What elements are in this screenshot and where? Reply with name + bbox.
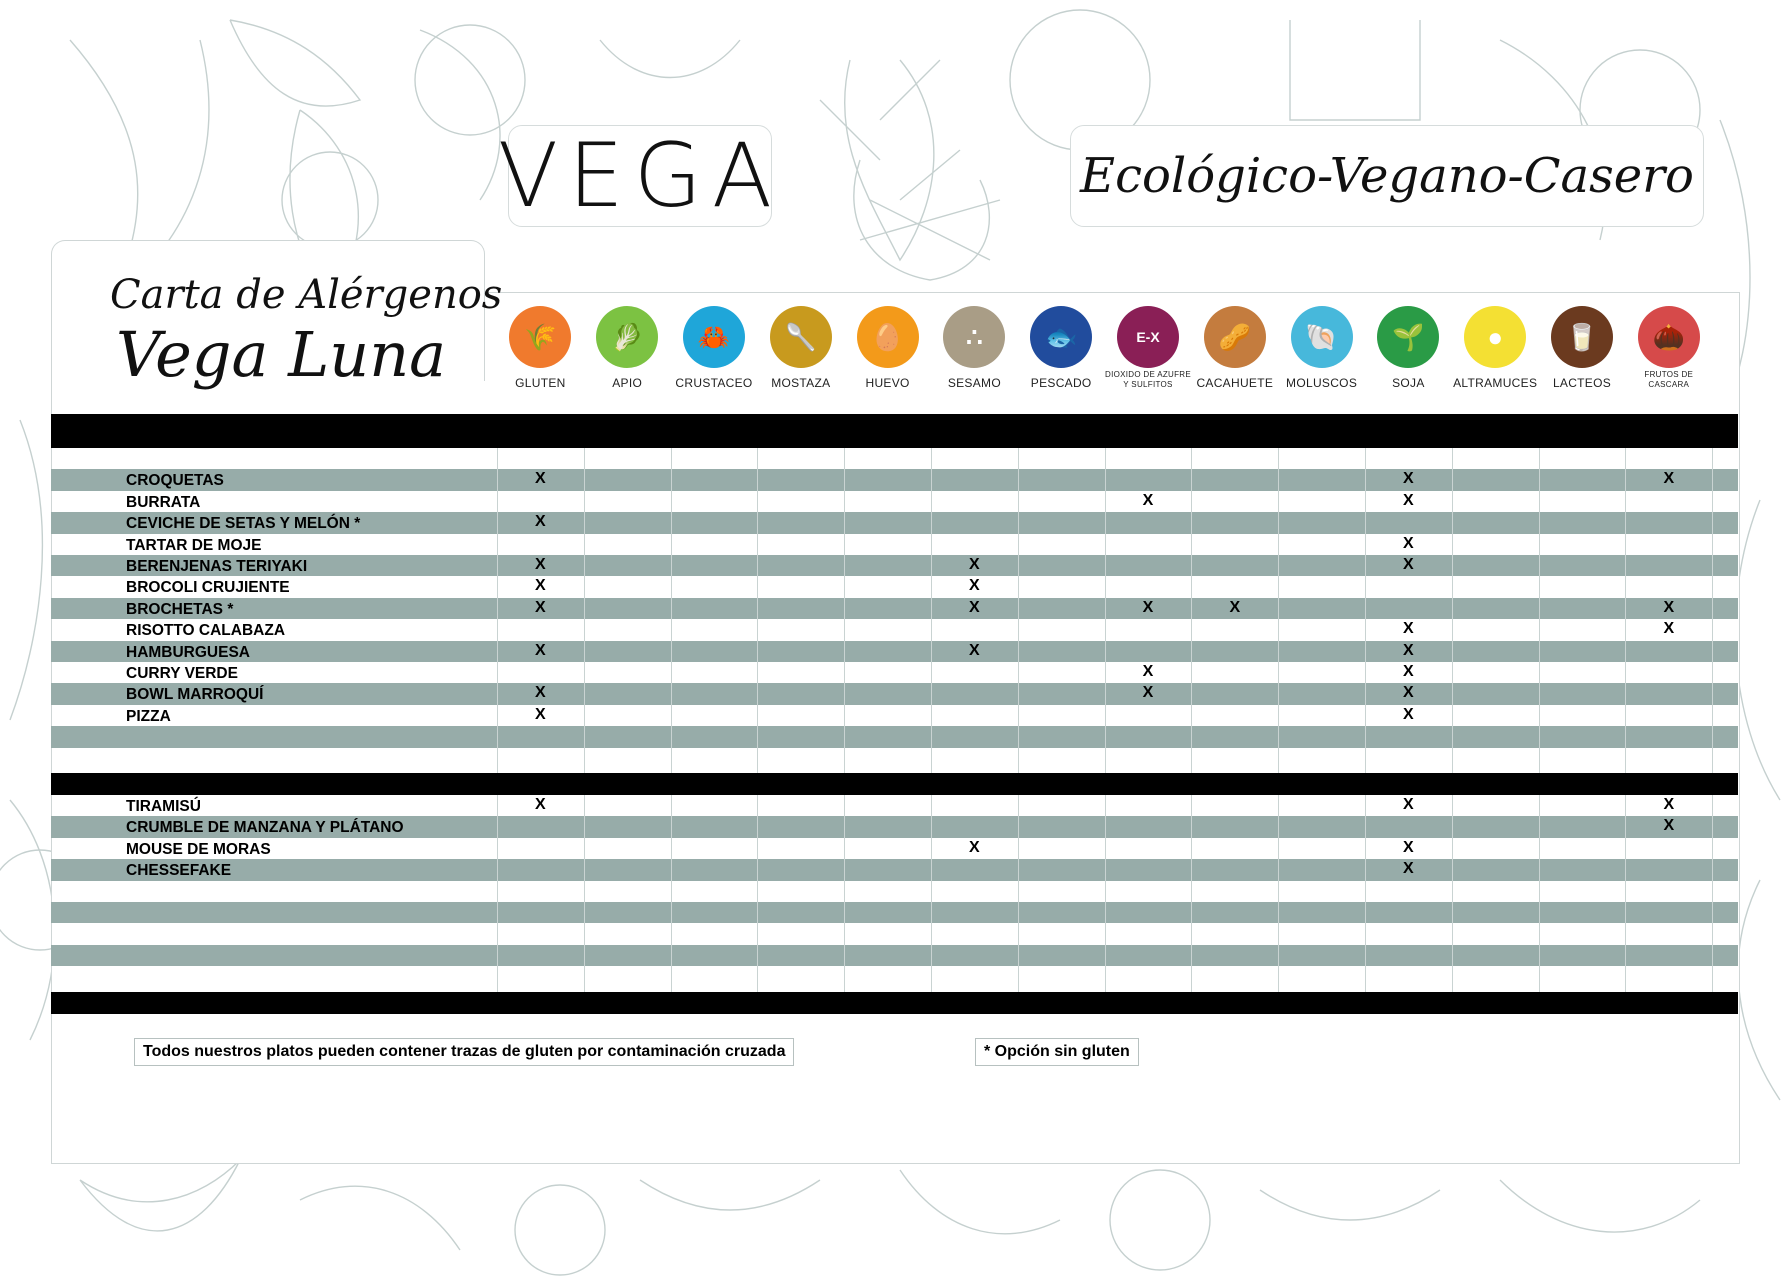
allergen-mark: X: [535, 796, 546, 813]
table-row: [51, 619, 1738, 640]
table-row: [51, 491, 1738, 512]
allergen-mark: X: [535, 598, 546, 616]
column-divider: [1452, 795, 1453, 992]
dish-name: TIRAMISÚ: [126, 798, 201, 815]
table-row: [51, 902, 1738, 923]
allergen-altramuces: [1452, 306, 1538, 390]
column-divider: [584, 795, 585, 992]
allergen-icon: 🌰: [1638, 306, 1700, 368]
table-row: [51, 469, 1738, 490]
allergen-label: MOLUSCOS: [1286, 376, 1358, 390]
column-divider: [497, 448, 498, 773]
cross-contamination-note: Todos nuestros platos pueden contener trazas de gluten por contaminación cruzada: [134, 1038, 794, 1066]
allergen-icon: 🦀: [683, 306, 745, 368]
allergen-mark: X: [1663, 796, 1675, 813]
allergen-icon: 🥛: [1551, 306, 1613, 368]
allergen-mark: X: [1142, 663, 1154, 680]
allergen-mark: X: [535, 577, 546, 595]
allergen-mark: X: [969, 641, 980, 659]
allergen-mark: X: [1403, 620, 1414, 638]
column-divider: [931, 795, 932, 992]
allergen-label: SESAMO: [947, 376, 1001, 390]
table-row: [51, 662, 1738, 683]
column-divider: [844, 795, 845, 992]
dish-name: BOWL MARROQUÍ: [126, 686, 264, 704]
table-row: [51, 748, 1738, 769]
allergen-mark: X: [1403, 641, 1414, 659]
allergen-mark: X: [1403, 860, 1414, 878]
allergen-icon: 🥬: [596, 306, 658, 368]
column-divider: [1625, 795, 1626, 992]
column-divider: [671, 448, 672, 773]
dish-name: BURRATA: [126, 493, 201, 511]
allergen-icon: E-X: [1117, 306, 1179, 368]
table-row: [51, 816, 1738, 837]
column-divider: [1539, 448, 1540, 773]
allergen-label: DIOXIDO DE AZUFRE Y SULFITOS: [1105, 370, 1191, 389]
logo-box: [497, 124, 783, 227]
dish-name: CURRY VERDE: [126, 665, 238, 682]
allergen-mark: X: [969, 838, 980, 856]
column-divider: [1625, 448, 1626, 773]
allergen-icon: 🌱: [1377, 306, 1439, 368]
column-divider: [931, 448, 932, 773]
table-row: [51, 555, 1738, 576]
allergen-label: HUEVO: [865, 376, 910, 390]
allergen-mark: X: [1403, 796, 1414, 813]
column-divider: [757, 448, 758, 773]
allergen-mark: X: [969, 577, 980, 595]
column-divider: [1018, 448, 1019, 773]
allergen-sesamo: [931, 306, 1017, 390]
table-row: [51, 598, 1738, 619]
allergen-icon: 🌾: [509, 306, 571, 368]
column-divider: [1105, 448, 1106, 773]
allergen-label: MOSTAZA: [771, 376, 831, 390]
allergen-icon: ∴: [943, 306, 1005, 368]
allergen-mark: X: [1403, 684, 1414, 702]
allergen-mark: X: [1403, 705, 1414, 723]
allergen-mark: X: [1142, 598, 1154, 616]
column-divider: [1278, 795, 1279, 992]
allergen-mark: X: [535, 684, 546, 702]
table-row: [51, 576, 1738, 597]
table-row: [51, 923, 1738, 944]
table-row: [51, 448, 1738, 469]
allergen-mark: X: [535, 470, 546, 488]
allergen-mark: X: [1663, 620, 1675, 638]
allergen-pescado: [1018, 306, 1104, 390]
table-row: [51, 512, 1738, 533]
column-divider: [1105, 795, 1106, 992]
table-row: [51, 683, 1738, 704]
page-title: Carta de Alérgenos: [110, 272, 503, 318]
allergen-mark: X: [535, 641, 546, 659]
column-divider: [497, 795, 498, 992]
column-divider: [1018, 795, 1019, 992]
dish-name: BROCOLI CRUJIENTE: [126, 579, 290, 597]
allergen-mark: X: [1403, 534, 1414, 552]
allergen-icon: 🥜: [1204, 306, 1266, 368]
allergen-label: GLUTEN: [515, 376, 566, 390]
table-row: [51, 881, 1738, 902]
allergen-lacteos: [1539, 306, 1625, 390]
allergen-gluten: [497, 306, 583, 390]
column-divider: [1452, 448, 1453, 773]
dish-name: HAMBURGUESA: [126, 643, 250, 661]
table-row: [51, 859, 1738, 880]
table-row: [51, 838, 1738, 859]
dish-name: TARTAR DE MOJE: [126, 536, 262, 554]
table-row: [51, 641, 1738, 662]
allergen-mark: X: [1142, 684, 1154, 702]
table-row: [51, 726, 1738, 747]
allergen-dioxido-de-azufre-y-sulfitos: [1105, 306, 1191, 390]
allergen-mark: X: [1403, 838, 1414, 856]
dish-name: BERENJENAS TERIYAKI: [126, 558, 308, 575]
allergen-label: PESCADO: [1030, 376, 1092, 390]
table-row: [51, 795, 1738, 816]
table-row: [51, 705, 1738, 726]
allergen-moluscos: [1279, 306, 1365, 390]
allergen-mark: X: [1663, 470, 1675, 488]
gluten-free-note: * Opción sin gluten: [975, 1038, 1139, 1066]
column-divider: [757, 795, 758, 992]
allergen-label: ALTRAMUCES: [1453, 376, 1538, 390]
allergen-frutos-de-cascara: [1626, 306, 1712, 390]
allergen-icon: 🥄: [770, 306, 832, 368]
section-bar-footer: [51, 992, 1738, 1014]
allergen-icon: 🐚: [1291, 306, 1353, 368]
allergen-icon: ●: [1464, 306, 1526, 368]
dish-name: RISOTTO CALABAZA: [126, 622, 286, 640]
column-divider: [671, 795, 672, 992]
allergen-mark: X: [535, 513, 546, 531]
section-bar-mains: [51, 414, 1738, 448]
allergen-label: APIO: [612, 376, 643, 390]
allergen-label: FRUTOS DE CASCARA: [1644, 370, 1694, 389]
table-row: [51, 534, 1738, 555]
page-subtitle: Vega Luna: [116, 318, 447, 391]
column-divider: [1191, 795, 1192, 992]
allergen-label: CRUSTACEO: [675, 376, 753, 390]
dish-name: BROCHETAS *: [126, 600, 234, 618]
dish-name: MOUSE DE MORAS: [126, 840, 271, 858]
allergen-mark: X: [1663, 598, 1675, 616]
allergen-mark: X: [1229, 598, 1241, 616]
allergen-mostaza: [758, 306, 844, 390]
tagline-box: [1070, 125, 1704, 227]
brand-tagline: Ecológico-Vegano-Casero: [1080, 148, 1694, 204]
column-divider: [584, 448, 585, 773]
allergen-mark: X: [1663, 817, 1675, 835]
column-divider: [1539, 795, 1540, 992]
column-divider: [1712, 448, 1713, 773]
column-divider: [1191, 448, 1192, 773]
dish-name: PIZZA: [126, 707, 171, 725]
allergen-icon: 🐟: [1030, 306, 1092, 368]
allergen-mark: X: [535, 705, 546, 723]
allergen-cacahuete: [1192, 306, 1278, 390]
column-divider: [1278, 448, 1279, 773]
allergen-mark: X: [1142, 491, 1154, 509]
brand-logo: VEGA: [497, 124, 783, 227]
allergen-mark: X: [1403, 470, 1414, 488]
dish-name: CHESSEFAKE: [126, 862, 232, 880]
allergen-mark: X: [1403, 663, 1414, 680]
column-divider: [1365, 795, 1366, 992]
table-row: [51, 945, 1738, 966]
allergen-label: LACTEOS: [1552, 376, 1612, 390]
dish-name: CRUMBLE DE MANZANA Y PLÁTANO: [126, 819, 404, 837]
allergen-icon: 🥚: [857, 306, 919, 368]
section-bar-desserts: [51, 773, 1738, 795]
allergen-label: SOJA: [1392, 376, 1425, 390]
table-row: [51, 966, 1738, 987]
column-divider: [844, 448, 845, 773]
allergen-soja: [1365, 306, 1451, 390]
allergen-label: CACAHUETE: [1196, 376, 1274, 390]
allergen-mark: X: [1403, 491, 1414, 509]
column-divider: [1712, 795, 1713, 992]
column-divider: [1365, 448, 1366, 773]
dish-name: CROQUETAS: [126, 472, 224, 490]
allergen-mark: X: [1403, 556, 1414, 573]
allergen-mark: X: [535, 556, 546, 573]
allergen-apio: [584, 306, 670, 390]
allergen-huevo: [845, 306, 931, 390]
allergen-mark: X: [969, 598, 980, 616]
allergen-crustaceo: [671, 306, 757, 390]
allergen-mark: X: [969, 556, 980, 573]
dish-name: CEVICHE DE SETAS Y MELÓN *: [126, 515, 361, 533]
